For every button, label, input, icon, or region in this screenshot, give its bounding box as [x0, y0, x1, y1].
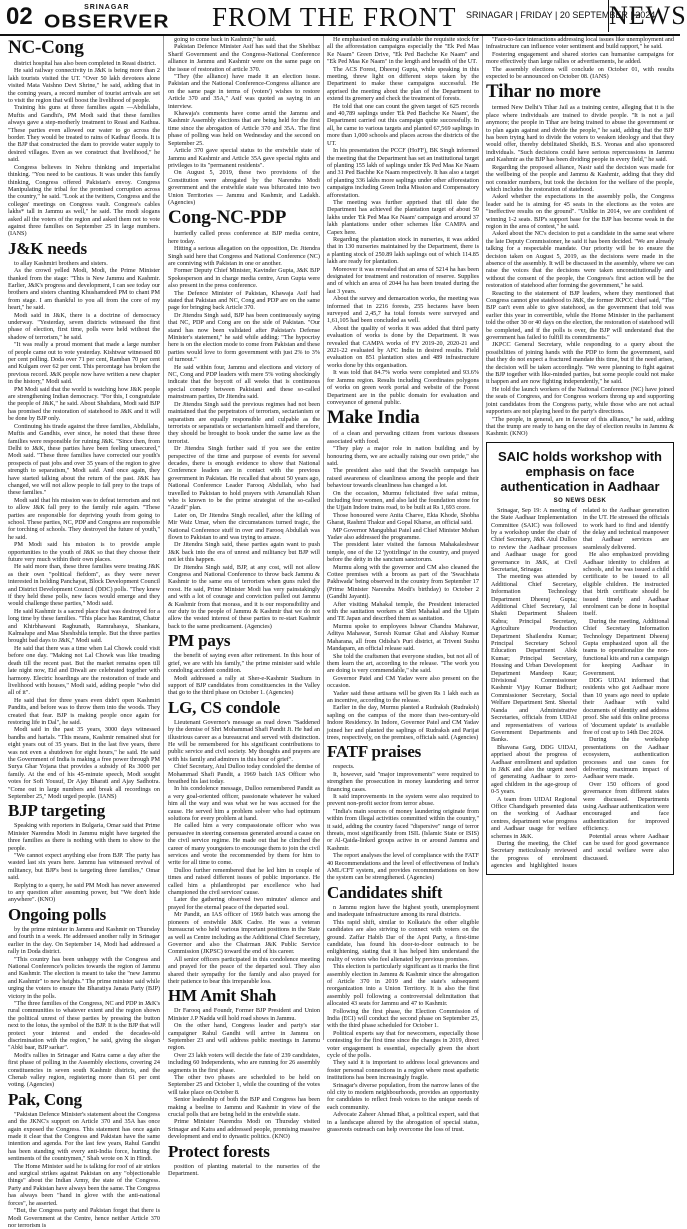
article-body: [168, 36, 320, 206]
paragraph: During the workshop presentations on the Aadhaar ecosystem, authentication processes and use cases for delivering maximum impact of Aadhaar were made.: [583, 736, 669, 781]
article-body: [8, 1111, 160, 1229]
paragraph: The ACS Forest, Dheeraj Gupta, while speaking in this meeting, threw light on different steps taken by the Department to make these campaigns successful. He apprised the meeting about the plan of the Department to extend its greenery and check the treatment of forests.: [327, 65, 479, 103]
headline-protect-forests: Protect forests: [168, 1141, 270, 1161]
paragraph: The meeting was further apprised that till date the Department has achieved the plantation target of about 50 lakhs under 'Ek Ped Maa Ke Naam' campaign and around 37 lakh plantations under other schemes like CAMPA and Capex here.: [327, 198, 479, 236]
paragraph: Dr Jitendra Singh said the previous regimes had not been maintained that the perpetrators of terrorism, sectarianism or separatism are equally responsible and culpable as the terrorists or separatists or sectarianism himself and therefore, they should be brought to book under the same law as the terrorist.: [168, 400, 320, 445]
paragraph: "The three families of the Congress, NC and PDP in J&K's rural communities to whatever extent and the region shown the political unrest of these parties by pressing the button next to the lotus, the symbol of the BJP. It is the BJP that will protect your interest and ended the decades-old discrimination with the region," he said, giving the slogan "Abki baar, BJP sarkar".: [8, 999, 160, 1052]
headline-ongoing-polls: Ongoing polls: [8, 904, 107, 924]
paragraph: Chief Secretary, Atul Dulloo today condoled the demise of Mohammad Shafi Pandit, a 1969 batch IAS Officer who breathed his last today.: [168, 763, 320, 785]
paragraph: Bhavana Garg, DDG UIDAI, apprised about the progress of Aadhaar enrollment and updation in J&K and also the urgent need of generating Aadhaar to zero-aged children in the age-group of 0-5 years.: [491, 743, 577, 796]
publication-logo: [44, 4, 169, 32]
article-body: [168, 1007, 320, 1140]
column-rule: [323, 36, 324, 1040]
paragraph: Dulloo further remembered that he led him in couple of times and raised different issues of public importance. He called him a philanthropist par excellence who had championed the civil services' cause.: [168, 866, 320, 897]
paragraph: Modi said that his mission was to defeat terrorism and not to allow J&K fall prey to the family rule again. "These parties are responsible for depriving youth from going to school. These parties, NC, PDP and Congress are responsible for torching of schools. They destroyed the future of youth," he said.: [8, 496, 160, 541]
paragraph: On August 5, 2019, these two provisions of the Constitution were abrogated by the Narendra Modi government and the erstwhile state was bifurcated into two Union Territories — Jammu and Kashmir, and Ladakh. (Agencies): [168, 169, 320, 206]
paragraph: After visiting Mahakal temple, the President interacted with the sanitation workers at Shri Mahakal and the Ujjain and TE Japan and described them as sanitation.: [327, 600, 479, 623]
paragraph: Modi addressed a rally at Sher-e-Kashmir Stadium in support of BJP candidates from constituencies in the Valley that go to the third phase on October 1. (Agencies): [168, 674, 320, 697]
headline-pm-pays: PM pays: [168, 631, 231, 651]
paragraph: He told that one can count the given target of 625 records and 40,789 saplings under 'Ek Ped Bachche Ke Naam', the Department carried out this campaign quite successfully. In all, he came to various targets and planted 67,569 saplings in more than 1,000 schools and places across the districts of the UT.: [327, 102, 479, 147]
paragraph: going to come back in Kashmir," he said.: [174, 36, 277, 43]
paragraph: n Jammu region have the highest youth, unemployment and inadequate infrastructure among its rural districts.: [327, 903, 479, 919]
article-body: [491, 507, 669, 870]
dateline: SRINAGAR | FRIDAY | 20 SEPTEMBER | 2024: [466, 10, 656, 20]
paragraph: Dr Jitendra Singh said, BJP, at any cost, will not allow Congress and National Conference to throw back Jammu & Kashmir to the same era of terrorism when guns ruled the roost. He said, Prime Minister Modi has very painstakingly and with a lot of courage and conviction pulled out Jammu & Kashmir from that morass, and it is our responsibility and our duty to the people of Jammu & Kashmir that we do not allow the vested interest of these parties to re-start Kashmir back to the same predicament. (Agencies): [168, 563, 320, 630]
paragraph: "We cannot expect anything else from BJP. The party has wasted last six years here. Jammu has witnessed revival of militancy, but BJP's best is targeting three families," Omar said.: [8, 852, 160, 882]
column-rule: [163, 36, 164, 1040]
article-body: [168, 652, 320, 696]
paragraph: PM Modi said that the world is watching how J&K people are strengthening Indian democracy. "For this, I congratulate the people of J&K," he said. About Shahdara, Modi said BJP has promised the restoration of statehood to J&K and it will be done by BJP only.: [8, 385, 160, 423]
article-body: [327, 763, 479, 882]
paragraph: DDG UIDAI informed that residents who got Aadhaar more than 10 years ago need to update their Aadhaar with valid documents of identity and address proof. She said this online process of 'document update' is available free of cost up to 14th Dec 2024.: [583, 677, 669, 736]
paragraph: Regarding the plantation stock in nurseries, it was added that in 130 nurseries maintained by the Department, there is a planting stock of 250.89 lakh saplings out of which 114.85 lakh are ready for plantation.: [327, 235, 479, 266]
paragraph: of a clean and pervading citizen from various diseases associated with food.: [327, 430, 479, 445]
paragraph: Modi said in J&K, there is a doctrine of democracy underway. "Yesterday, seven districts witnessed the first phase of election, first time, polls were held without the shadow of terrorism," he said.: [8, 311, 160, 341]
paragraph: He also emphasized providing Aadhaar identity to children at schools, and he was issued a child certificate to be issued to all eligible children. He instructed that birth certificate should be issued timely and Aadhaar enrolment can be done in hospital itself.: [583, 551, 669, 618]
paragraph: Dr Jitendra Singh further said if you see the entire perspective of the time and purpose of events for several decades, there is enough evidence to show that National Conference leaders are in contact with the previous government in Pakistan. He recalled that about 50 years ago, National Conference Leader Farooq Abdullah, who had travelled to Pakistan to hold prayers with Amanullah Khan who is known to be the prime strategist of the so-called "Azadi" plan.: [168, 445, 320, 512]
paragraph: Asked about the NC's decision to put a candidate in the same seat where the late Deputy Commissioner, he said it has been decided. "We are already talking for a respectable mandate. Our priority will be to ensure the decision taken on August 5, 2019, as the decisions were made in the absence of the assembly. It will be discussed in the assembly, where we can raise the voices that the decisions were taken unconstitutionally and without the consent of the people, the Congress's first action will be the restoration of statehood after forming the government," he said.: [486, 230, 674, 290]
paragraph: He said that there was a time when Lal Chowk could visit before one day. "Making not Lal Chowk was like treading death till the recent past. But the market remains open till late night now, Eid and Diwali are celebrated together with harmony. Electric hoardings are the restoration of trade and livelihood with houses," Modi said, adding people "who did all of it".: [8, 644, 160, 697]
paragraph: All senior officers participated in this condolence meeting and prayed for the peace of the departed soul. They also shared their sympathy for the family and also prayed for their patience to bear this irreparable loss.: [168, 955, 320, 985]
paragraph: "They (the alliance) have made it an election issue. Pakistan and the National Conference-Congress alliance are on the same page in terms of (voters') wishes to restore Article 370 and 35A," Asif was quoted as saying in an interview.: [168, 73, 320, 110]
paragraph: Earlier in the day, Murmu planted a Rudraksh (Rudraksh) sapling on the campus of the more than two-century-old Indore Residency. In Indore, Governor Patel and CM Yadav joined her and planted the saplings of Rudraksh and Parijat trees, respectively, on the premises, officials said. (Agencies): [327, 704, 479, 741]
article-body: [8, 926, 160, 1089]
headline-hm-amit-shah: HM Amit Shah: [168, 986, 277, 1006]
section-tag: NEWS: [609, 1, 687, 30]
paragraph: Lieutenant Governor's message as read down "Saddened by the demise of Shri Mohammad Shafi Pandit Ji. He had an illustrious career as a bureaucrat and served with distinction. He will be remembered for his significant contributions to public service and civil society. My thoughts and prayers are with his family and admirers in this hour of grief".: [168, 718, 320, 763]
article-body: [8, 822, 160, 903]
paragraph: Potential areas where Aadhaar can be used for good governance and social welfare were also discussed.: [583, 832, 669, 862]
byline: SO NEWS DESK: [553, 497, 607, 504]
article-body: [327, 430, 479, 741]
paragraph: Modi's rallies in Srinagar and Katra came a day after the first phase of polling in the Assembly elections, covering 24 constituencies in seven south Kashmir districts, and the Chenab valley region, registering more than 61 per cent voting. (Agencies): [8, 1051, 160, 1089]
paragraph: Over 150 officers of good governance from different states were discussed. Departments using Aadhaar authentication were encouraged and face authentication for improved efficiency.: [583, 780, 669, 833]
saic-article-box: [486, 442, 674, 875]
paragraph: Murmu spoke to employees Ishwar Chandra Mahawar, Aditya Mahawar, Suresh Kumar Ghai and Akshay Kumar Maharana, all from Odisha's Puri district, at Triveni Sushu Mandapam, an official release said.: [327, 622, 479, 653]
paragraph: Murmu along with the governor and CM also cleaned the Cottee premises with a broom as part of the 'Swachhata Pakhwada' being observed in the country from September 17 (Prime Minister Narendra Modi's birthday) to October 2 (Gandhi Jayanti).: [327, 563, 479, 601]
paragraph: "They play a major role in nation building and by honouring them, we are actually raising our own pride," she said.: [327, 445, 479, 467]
paragraph: Dr Jitendra Singh said, BJP has been continuously saying that NC, PDP and Cong are on the side of Pakistan. "Our stand has now been validated after Pakistan's Defense Minister's statement," he said while adding: "The hypocrisy here is on the election mode to come from Pakistan and these parties would love to form government with just 2% to 3% of turnout.": [168, 311, 320, 364]
paragraph: Later on, Dr Jitendra Singh recalled, after the killing of Mir Waiz Umar, when the circumstances turned tragic, the National Conference stuff in over and Farooq Abdullah was flown to Pakistan to and was trying to amaze.: [168, 511, 320, 541]
logo-name: OBSERVER: [44, 11, 170, 32]
paragraph: Fostering engagement and shared stories can humanise campaigns for more effectively than large rallies or advertisements, he added.: [486, 50, 674, 66]
headline-nc-cong: NC-Cong: [8, 37, 84, 58]
paragraph: He said Kashmir is a sacred place that was destroyed for a long time by these families. "This place has Ramtirat, Chatur and Khirbhawani Raghunath, Ramrahasya, Shankara, Kalmalupe and Maa Sheshshila temple. But the three parties brought bad days to J&K," Modi said.: [8, 607, 160, 645]
paragraph: Hitting a serious allegation on the opposition, Dr. Jitendra Singh said here that Congress and National Conference (NC) are conniving with Pakistan in one or another.: [168, 245, 320, 267]
paragraph: "This country has been unhappy with the Congress and National Conference's policies towards the region of Jammu and Kashmir. The election is meant to take the "new Jammu and Kashmir" to new heights." The prime minister said while urging the voters to ensure the Bharatiya Janata Party (BJP) victory in the polls.: [8, 955, 160, 1000]
paragraph: JKPCC General Secretary, while responding to a query about the possibilities of joining hands with the PDP to form the government, said that they do not expect a fractured mandate this time, but if the need arises, the decision will be taken accordingly. "We were planning to fight against the BJP together with like-minded parties, but some people could not make it happen and are now fighting independently," he said.: [486, 341, 674, 386]
paragraph: He said railway connectivity in J&K is being more than 2 lakh tourists visited the UT. "Over 50 lakh devotees alone visited Mata Vaishno Devi Shrine," he said, adding that in the coming years, a record number of tourist arrivals are set to visit the region that will boost the livelihood of people.: [8, 67, 160, 105]
paragraph: Reacting to the statement of BJP leaders, where they mentioned that Congress cannot give statehood to J&K, the former JKPCC chief said, "The BJP can't even able to give statehood, as the government that told was earlier this year in convertible, while the Home Minister in the parliament told the other 30 or 40 days on the election, the restoration of statehood will be completed, and if the polls is over, the BJP will understand that the government has failed to fulfill its commitments.": [486, 289, 674, 342]
paragraph: Continuing his tirade against the three families, Abdullahs, Muftis and Gandhis, ever since, he noted that these three families were responsible for ruining J&K. "Since then, from Delhi to J&K, these parties have been feeling unsecured," Modi said. "These three families have corrected our youth's prospects of past jobs and over 35 years of the region to give strength to separatism," Modi said. And once again, they have started talking about the return of the past. J&K has changed, we will not allow people to fall prey to the traps of these families.": [8, 422, 160, 497]
article-body: [168, 719, 320, 986]
headline-pak-cong: Pak, Cong: [8, 1089, 82, 1109]
column-1: [8, 36, 160, 1229]
paragraph: Modi said in the past 35 years, 3000 days witnessed bandhs and hartals. "This means, Kashmir remained shut for eight years out of 35 years. But in the last five years, there was not even a shutdown for eight hours," he said. He said the Government of India is making a free power through PM Surya Ghar Yojana that provides a subsidy of Rs 3000 per family. At the end of his 45-minute speech, Modi sought votes for Sofi Yousuf, Dr Ajay Bharati and Ajay Sadhotra. "Come out in large numbers and break all recordings on September 25," Modi urged people. (IANS): [8, 726, 160, 800]
headline-cong-nc-pdp: Cong-NC-PDP: [168, 207, 287, 229]
paragraph: Later the gathering observed two minutes' silence and prayed for the eternal peace of the departed soul.: [168, 896, 320, 911]
headline-jk-needs: J&K needs: [8, 238, 87, 258]
paragraph: He said that for three years even didn't open Kashmiri Pandits, and before was to throw them into the woods. They created that fear. BJP is making people once again for restoring life in Dal", he said.: [8, 696, 160, 726]
headline-saic-workshop: SAIC holds workshop with emphasis on face authentication in Aadhaar: [498, 448, 662, 494]
paragraph: During the meeting, the Chief Secretary meticulously reviewed the progress of enrolment agencies and highlighted issues related to the Aadhaar generation in the UT. He stressed the officials to work hard to find and identify the delay and technical manpower that Aadhaar services are seamlessly delivered.: [491, 506, 669, 870]
paragraph: It was told that 84.7% works were completed and 93.6% for Jammu region. Results including Coordinates polygons of works on green work portal and website of the Forest Department are in the public domain for evaluation and conveyance of general public.: [327, 369, 479, 406]
paragraph: He called him a very compassionate officer who was persuasive in steering consensus generated around a cause on the civil service regime. He made out that he clinched the career of many youngsters to encourage them to join the civil services and wrote the recommended by them for him to write for all time to come.: [168, 822, 320, 867]
paragraph: "The people, in general, are in favour of this alliance," he said, adding that the trump are ready to hang on the day of election results in Jammu & Kashmir. (KNO): [486, 415, 674, 438]
paragraph: Senior leadership of both the BJP and Congress has been making a beeline to Jammu and Kashmir in view of the crucial polls that are being held in the erstwhile state.: [168, 1096, 320, 1119]
paragraph: Dr Farooq and Foundr, Former BJP President and Union Minister J.P Nadda will hold road shows in Jammu.: [168, 1007, 320, 1022]
paragraph: district hospital has also been completed in Reasi district.: [14, 60, 157, 67]
paragraph: This election is particularly significant as it marks the first assembly election in Jammu & Kashmir since the abrogation of Article 370 in 2019 and the state's subsequent reorganization into a Union Territory. It is also the first assembly poll following a controversial delimitation that allocated 43 seats for Jammu and 47 to Kashmir.: [327, 963, 479, 1008]
paragraph: In his condolence message, Dulloo remembered Pandit as a very goal-oriented officer, passionate whatever he valued him all the way and was what we he was accused for the cause. He served him a problem solver who had optimum solutions for every problem at hand.: [168, 785, 320, 822]
paragraph: respects.: [333, 763, 355, 771]
paragraph: The president later visited the famous Mahakaleshwar temple, one of the 12 'jyotirlinga' in the country, and prayed before the deity in the sanctum sanctorum.: [327, 541, 479, 564]
paragraph: by the prime minister in Jammu and Kashmir on Thursday and fourth in a week. He addressed another rally in Srinagar earlier in the day. On September 14, Modi had addressed a rally in Doda district.: [8, 925, 160, 956]
paragraph: About the survey and demarcation works, the meeting was informed that in 2216 forests, 255 hectares have been surveyed and 2,45,7 ha total forests were surveyed and 1,61,105 had been concluded as well.: [327, 295, 479, 325]
paragraph: Congress believes in Nehru thinking and imperialist thinking. "You need to be cautious. It was under this family thinking, Congress offered Pakistan's envoy. Congress Manipulating the tribal for the promised corruption across the country," he said. "Look at the twitters, Congress and the colleges' meetings on Congress vault. Congress's cables lakhs* tall in Jammu as well," he said. The modi slogans asked all the voters of the region and asked them not to vote against three families on September 25 in large numbers. (IANS): [8, 163, 160, 238]
paragraph: Yadav said these artisans will be given Rs 1 lakh each as an incentive, according to the release.: [327, 689, 479, 704]
paragraph: Following the first phase, the Election Commission of India (ECI) will conduct the second phase on September 25, with the third phase scheduled for October 1.: [327, 1007, 479, 1030]
paragraph: Mr Pandit, an IAS officer of 1969 batch was among the pioneers of erstwhile J&K Cadre. He was a veteran bureaucrat who held various important positions in the State as well as Centre including as the Additional Chief Secretary, Governor and also the Chairman J&K Public Service Commission (JKPSC) toward the end of his career.: [168, 911, 320, 956]
paragraph: position of planting material to the nurseries of the Department.: [168, 1162, 320, 1178]
column-3: [327, 36, 479, 1134]
article-body: [486, 36, 674, 80]
paragraph: Article 370 gave special status to the erstwhile state of Jammu and Kashmir and Article 35A gave special rights and privileges to its "permanent residents".: [168, 147, 320, 169]
column-4: [486, 36, 674, 1040]
paragraph: He told the launch workers of the National Conference (NC) have joined the seats of Congress, and for Congress workers throng up and supporting joint candidates from the Congress party, while those who are not actual supporters are not playing heed to the party's directions.: [486, 385, 674, 416]
headline-tihar-no-more: Tihar no more: [486, 81, 601, 103]
paragraph: the benefit of saying even after retirement. In this hour of grief, we are with his family," the prime minister said while condoling accident condition.: [168, 652, 320, 675]
paragraph: The Home Minister said he is talking for roof of air strikes and surgical strikes against Pakistan on any "objectionable things" about the Indian Army, the state of the Congress. Party and Pakistan have always been the same. The Congress has always been "hand in glove with the anti-national forces", he asserted.: [8, 1162, 160, 1207]
paragraph: It said improvements in the system were also required to prevent non-profit sector from terror abuse.: [327, 793, 479, 808]
headline-fatf-praises: FATF praises: [327, 742, 422, 762]
paragraph: During the meeting, Additional Chief Secretary Information Technology Department Dheeraj Gupta emphasized upon all the teams to operationalize the non-functional kits and run a campaign for keeping Aadhaar in Government.: [583, 617, 669, 677]
paragraph: The assembly elections will conclude on October 01, with results expected to be announced on October 08. (IANS): [486, 65, 674, 81]
paragraph: "Face-to-face interactions addressing local issues like unemployment and infrastructure can influence voter sentiment and build rapport," he said.: [486, 36, 674, 51]
paragraph: Dr Jitendra Singh said, these parties again want to push J&K back into the era of unrest and militancy but BJP will not let this happen.: [168, 541, 320, 564]
article-body: [168, 1163, 320, 1178]
paragraph: The president also said that the Swachh campaign has raised awareness of cleanliness among the people and their behaviour towards cleanliness has changed a lot.: [327, 467, 479, 490]
paragraph: Khawaja's comments have come amid the Jammu and Kashmir Assembly elections that are being held for the first time since the abrogation of Article 370 and 35A. The first phase of polling was held on Wednesday and the second on September 25.: [168, 110, 320, 147]
paragraph: The meeting was attended by Additional Chief Secretary, Information Technology Department Dheeraj Gupta; Additional Chief Secretary, Jal Shakti Department Shaleen Kabra; Principal Secretary, Agriculture Production Department Shailendra Kumar; Principal Secretary School Education Department Alok Kumar; Principal Secretary, Housing and Urban Development Department Mandeep Kaur; Divisional Commissioner Kashmir Vijay Kumar Bidhuri; Commissioner Secretary, Social Welfare Department Smt. Sheetal Nanda and Administrative Secretaries, officials from UIDAI and representatives of various Government Departments and Banks.: [491, 573, 577, 744]
paragraph: About the quality of works it was added that third party evaluation of works is done by the Department. It was revealed that CAMPA works of FY 2019-20, 2020-21 and 2021-22 evaluated by AFC India in desired results. Field evaluation on 851 plantation sites and 489 infrastructure works done by this organisation.: [327, 324, 479, 369]
paragraph: MP Governor Mangubhai Patel and Chief Minister Mohan Yadav also addressed the programme.: [327, 526, 479, 541]
paragraph: Advocate Zaheer Ahmad Bhat, a political expert, said that in a landscape altered by the abrogation of special status, grassroots outreach can help overcome the loss of trust.: [327, 1111, 479, 1134]
article-body: [486, 104, 674, 437]
paragraph: Governor Patel and CM Yadav were also present on the occasion.: [327, 674, 479, 690]
paragraph: He emphasised on making available the requisite stock for all the afforestation campaigns especially the "Ek Ped Maa Ke Naam" Green Drive, "Ek Ped Bachche Ke Naam" and "Ek Ped Maa Ke Naam" in the length and breadth of the UT.: [327, 36, 479, 66]
column-rule: [482, 36, 483, 1040]
article-body: [327, 36, 479, 406]
paragraph: The Defence Minister of Pakistan, Khawaja Asif had stated that Pakistan and NC, Cong and PDP are on the same page for bringing back Article 370.: [168, 289, 320, 312]
paragraph: "Pakistan Defence Minister's statement about the Congress and the JKNC's support on Article 370 and 35A has once again exposed the Congress. This statement has once again made it clear that the Congress and Pakistan have the same intention and agenda. For the last few years, Rahul Gandhi has been standing with every anti-India force, hurting the sentiments of the countrymen," Shah wrote on X in Hindi.: [8, 1110, 160, 1163]
paragraph: Prime Minister Narendra Modi on Thursday visited Srinagar and Katra and addressed people, promising massive development and end to dynastic politics. (KNO): [168, 1118, 320, 1141]
logo-city: SRINAGAR: [84, 4, 130, 11]
paragraph: Training his guns at three families again —Abdullahs, Muftis and Gandhi's, PM Modi said that these families always gave a step-motherly treatment to Reasi and Kathua. "These parties even allowed our water to go across the border. They would be treated to rains of Kathua' floods. It is the BJP that constructed the dam to provide water supply to desired villages. Even as we construct that livelihood," he said.: [8, 104, 160, 164]
paragraph: Speaking with reporters in Bulgaria, Omar said that Prime Minister Narendra Modi in Jammu might have targeted the three families as there is nothing with them to show to the people.: [8, 822, 160, 852]
paragraph: The report analyses the level of compliance with the FATF 40 Recommendations and the level of effectiveness of India's AML/CFT system, and provides recommendations on how the system can be strengthened. (Agencies): [327, 852, 479, 882]
paragraph: This rapid shift, similar to Kolkata's the other eligible candidates are also striving to connect with voters on the ground. Zaffar Habib Dar of the Apni Party, a first-time candidate, has found his door-to-door outreach to be enlightening, stating that it has helped him understand the reality of voters who feel alienated by previous promises.: [327, 918, 479, 963]
section-title: FROM THE FRONT: [212, 2, 457, 32]
paragraph: Pakistan Defence Minister Asif has said that the Shehbaz Sharif Government and the Congress-National Conference alliance in Jammu and Kashmir were on the same page on the issue of restoration of article 370.: [168, 43, 320, 73]
article-body: [168, 230, 320, 630]
paragraph: She told the craftsmen that everyone studies, but not all of them learn the art, according to the release. "The work you are doing is very commendable," she said.: [327, 652, 479, 675]
paragraph: Former Deputy Chief Minister, Kavinder Gupta, J&K BJP Spokesperson and in charge media centre, Arun Gupta were also present in the press conference.: [168, 267, 320, 290]
page-number: 02: [6, 3, 33, 30]
paragraph: "But, the Congress party and Pakistan forget that there is Modi Government at the Centre, hence neither Article 370 nor terrorism is: [8, 1207, 160, 1229]
headline-bjp-targeting: BJP targeting: [8, 801, 106, 821]
paragraph: In his presentation the PCCF (HoFF), BK Singh informed the meeting that the Department has set an institutional target of planting 155 lakh of saplings under Ek Ped Maa Ke Naam and 31 Ped Bachhe Ke Naam respectively. It has also a target of planting 336 lakhs more saplings under other afforestation campaigns including Green India Mission and Compensatory afforestation.: [327, 147, 479, 199]
article-body: [8, 260, 160, 801]
paragraph: Srinagar, Sep 19: A meeting of the State Aadhaar Implementation Committee (SAIC) was followed by a workshop under the chair of Chief Secretary, J&K Atul Dulloo to review the Aadhaar processes and Aadhaar usage for good governance in J&K, at Civil Secretariat, Srinagar.: [491, 506, 577, 573]
paragraph: Regarding the proposed alliance, Nasir said the decision was made for the wellbeing of the people and Jammu & Kashmir, adding that they did not consider numbers, but took the decision for the welfare of the people, which includes the restoration of statehood.: [486, 163, 674, 193]
headline-candidates-shift: Candidates shift: [327, 882, 443, 902]
article-body: [327, 904, 479, 1134]
paragraph: The other two phases are scheduled to be held on September 25 and October 1, while the counting of the votes will take place on October 8.: [168, 1074, 320, 1096]
column-2: [168, 36, 320, 1178]
paragraph: On the other hand, Congress leader and party's star campaigner Rahul Gandhi will arrive in Jammu on September 23 and will address public meetings in Jammu region.: [168, 1022, 320, 1052]
paragraph: Moreover it was revealed that an area of 5214 ha has been designated for treatment and restoration of reserve. Supplies and of which an area of 2044 ha has been treated during the last 3 years.: [327, 265, 479, 295]
paragraph: On the occasion, Murmu felicitated five safai mitras, including four women, and also laid the foundation stone for the Ujjain Indore trains road, to be built at Rs 1,693 crore.: [327, 489, 479, 512]
headline-make-india: Make India: [327, 407, 420, 429]
paragraph: "India's main sources of money laundering originate from within from illegal activities committed within the country," it said, adding the country faced "dispersive" range of terror threats, most significantly from ISIL (Islamic State or ISIS) or Al-Qaida-linked groups active in or around Jammu and Kashmir.: [327, 807, 479, 852]
masthead: [0, 0, 687, 36]
headline-lg-cs-condole: LG, CS condole: [168, 697, 280, 717]
paragraph: to allay Kashmiri brothers and sisters.: [14, 259, 108, 267]
paragraph: Over 23 lakh voters will decide the fate of 239 candidates, including 60 Independents, who are running for 26 assembly segments in the first phase.: [168, 1051, 320, 1074]
paragraph: Replying to a query, he said PM Modi has never answered to any question after assuming power, but "We don't hide anywhere". (KNO): [8, 881, 160, 904]
paragraph: Political experts say that for newcomers, especially those contesting for the first time since the changes in 2019, direct voter engagement is essential, especially given the short cycle of the polls.: [327, 1029, 479, 1059]
article-body: [8, 60, 160, 238]
paragraph: He said within four, Jammu and elections and victory of NC, Cong and PDP leaders with mere 5% voting shockingly indicate that the boycott of all weeks that is continuous special comedy between Pakistani and these so-called mainstream parties, Dr Jitendra said.: [168, 363, 320, 401]
paragraph: "It was really a proud moment that made a large number of people came out to vote yesterday. Kishtwar witnessed 80 per cent polling. Doda over 71 per cent, Ramban 70 per cent and Kulgam over 62 per cent. This percentage has broken the previous record. J&K people now have written a new chapter in the history," Modi said.: [8, 341, 160, 386]
paragraph: termed New Delhi's Tihar Jail as a training centre, alleging that it is the place where individuals are trained to divide people. "It is not a jail anymore; the people in Tihar are being trained to abuse the government or to plan again against and divide the people," he said, adding that the BJP has been trying hard to divide the voters to weaken ideology and that they would offer, thereby debilitated Sheikh, B.S. Yeonas and also sponsored individuals. "Such decisions could have serious repercussions in Jammu and Kashmir as the BJP has been dividing people in every field," he said.: [486, 104, 674, 164]
paragraph: It, however, said "major improvements" were required to strengthen the prosecution in money laundering and terror financing cases.: [327, 770, 479, 793]
paragraph: Asked whether the expectations in the assembly polls, the Congress leader said he is aiming for 45 seats in the elections as the votes are "ineffective results on the ground". "Unlike in 2014, we are confident of winning 1-2 seats. BJP's support base for the BJP has become weak in the region in the area of contest," he said.: [486, 193, 674, 230]
paragraph: hurriedly called press conference at BJP media centre, here today.: [168, 230, 320, 245]
paragraph: A team from UIDAI Regional Office Chandigarh presented data on the working of Aadhaar centres, department wise progress and Aadhaar usage for welfare schemes in J&K.: [491, 795, 577, 840]
paragraph: Those honoured were Anita Charve, Ekta Khode, Shobha Gharat, Rashmi Thakur and Gopal Kharse, an official said.: [327, 511, 479, 527]
paragraph: Srinagar's diverse population, from the narrow lanes of the old city to modern neighbourhoods, provides an opportunity for candidates to reflect fresh voices to the unique needs of each community.: [327, 1081, 479, 1111]
paragraph: PM Modi said his mission is to provide ample opportunities to the youth of J&K so that they choose their future very much within their own places.: [8, 541, 160, 563]
paragraph: He said more than, these three families were treating J&K as their own "political fiefdom", as they were never interested in holding Panchayat, Block Development Council and District Development Council (DDC) polls. "They knew if they held these polls, new faces would emerge and they would challenge these parties," Modi said.: [8, 563, 160, 608]
paragraph: As the crowd yelled Modi, Modi, the Prime Minister thanked from the stage: "This is New Jammu and Kashmir. Earlier, J&K's progress and development, I can see today our brothers and sisters chanting Khushamdeed PM to chant PM from stage. I am thankful to you all from the core of my heart," he said.: [8, 267, 160, 312]
paragraph: They said it is important to address local grievances and foster personal connections in a region where most apathetic institutions has been increasingly fragile.: [327, 1059, 479, 1082]
